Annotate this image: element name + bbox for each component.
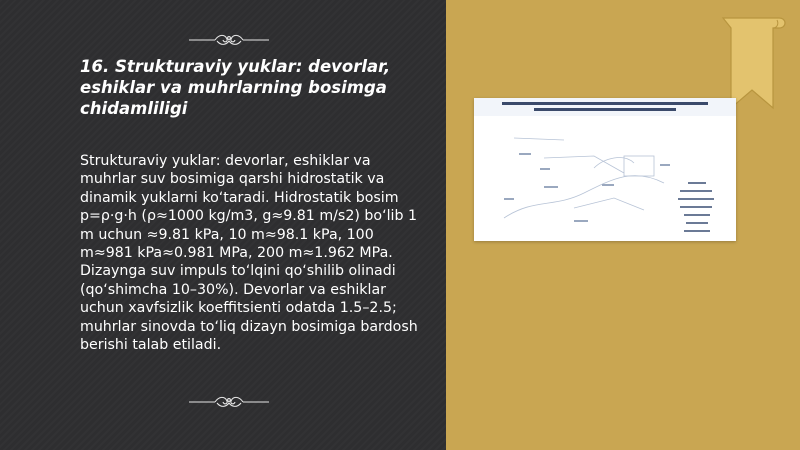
slide-body-text: Strukturaviy yuklar: devorlar, eshiklar va muhrlar suv bosimiga qarshi hidrostatik va dinamik yuklarni ko‘taradi. Hidrostatik bosim p=ρ·g·h (ρ≈1000 kg/m3, g≈9.81 m/s2) bo‘lib 1 m uchun ≈9.81 kPa, 10 m≈98.1 kPa, 100 m≈981 kPa≈0.981 MPa, 200 m≈1.962 MPa. Dizaynga suv impuls to‘lqini qo‘shilib olinadi (qo‘shimcha 10–30%). Devorlar va eshiklar uchun xavfsizlik koeffitsienti odatda 1.5–2.5; muhrlar sinovda to‘liq dizayn bosimiga bardosh berishi talab etiladi. [80,153,418,354]
flourish-divider-icon [189,395,269,409]
slide-title: 16. Strukturaviy yuklar: devorlar, eshiklar va muhrlarning bosimga chidamliligi [80,57,391,118]
flourish-divider-icon [189,33,269,47]
diagram-thumbnail-illustration [474,98,736,241]
diagram-image [474,98,736,241]
